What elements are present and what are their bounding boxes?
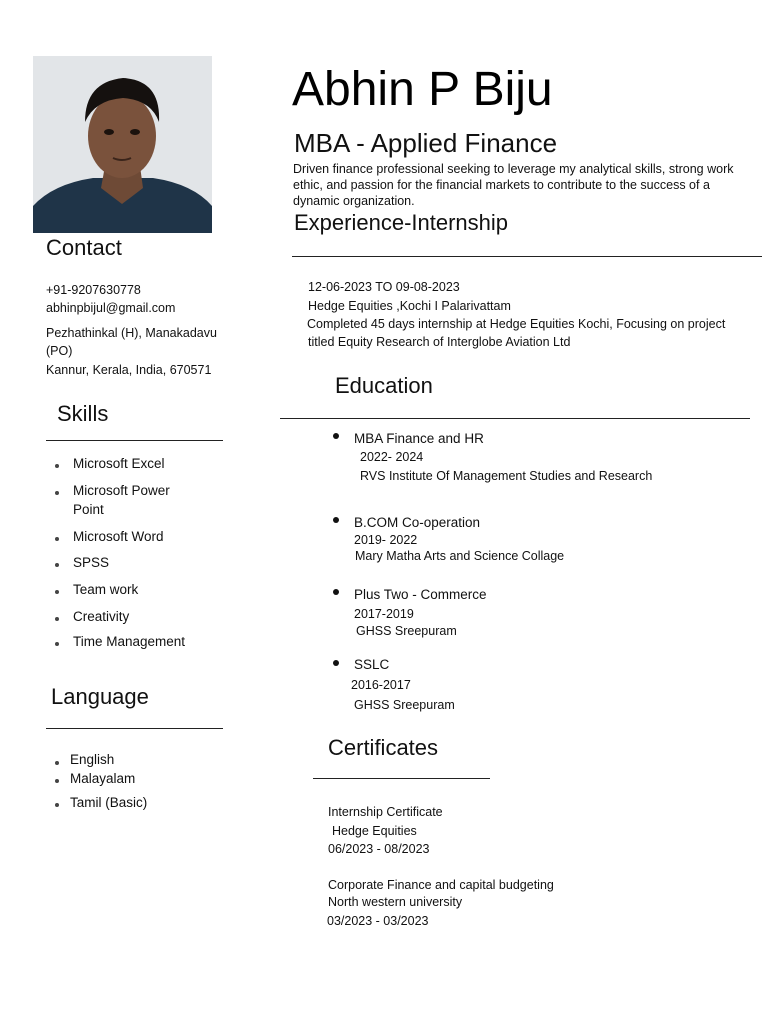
education-title: MBA Finance and HR <box>354 431 484 446</box>
education-years: 2017-2019 <box>354 607 414 621</box>
section-divider <box>280 418 750 419</box>
experience-company: Hedge Equities ,Kochi I Palarivattam <box>308 299 511 313</box>
certificate-issuer: Hedge Equities <box>332 824 417 838</box>
degree-title: MBA - Applied Finance <box>294 128 558 158</box>
certificate-dates: 06/2023 - 08/2023 <box>328 842 430 856</box>
section-divider <box>313 778 490 779</box>
contact-heading: Contact <box>46 235 122 260</box>
certificates-heading: Certificates <box>328 735 439 760</box>
skills-heading: Skills <box>57 401 109 426</box>
bullet-icon <box>333 517 339 523</box>
skill-item: Microsoft Excel <box>73 456 165 471</box>
skill-item: Team work <box>73 582 139 597</box>
email-link[interactable]: abhinpbijul@gmail.com <box>46 301 176 315</box>
language-item: Malayalam <box>70 771 136 786</box>
bullet-icon <box>55 537 59 541</box>
education-title: Plus Two - Commerce <box>354 587 487 602</box>
education-years: 2016-2017 <box>351 678 411 692</box>
bullet-icon <box>55 563 59 567</box>
education-heading: Education <box>335 373 433 398</box>
experience-dates: 12-06-2023 TO 09-08-2023 <box>308 280 460 294</box>
certificate-title: Corporate Finance and capital budgeting <box>328 878 554 892</box>
phone-number: +91-9207630778 <box>46 283 141 297</box>
bullet-icon <box>55 761 59 765</box>
education-years: 2022- 2024 <box>360 450 424 464</box>
experience-description: Completed 45 days internship at Hedge Equities Kochi, Focusing on project <box>307 317 726 331</box>
bullet-icon <box>55 617 59 621</box>
bullet-icon <box>55 779 59 783</box>
profile-photo <box>33 56 212 233</box>
bullet-icon <box>55 590 59 594</box>
bullet-icon <box>55 464 59 468</box>
summary-line: dynamic organization. <box>293 194 415 208</box>
person-portrait-icon <box>33 56 212 233</box>
language-heading: Language <box>51 684 149 709</box>
skill-item: Microsoft Power <box>73 483 170 498</box>
bullet-icon <box>333 660 339 666</box>
education-school: GHSS Sreepuram <box>356 624 457 638</box>
address-line: (PO) <box>46 344 73 358</box>
education-school: Mary Matha Arts and Science Collage <box>355 549 565 563</box>
candidate-name: Abhin P Biju <box>292 63 553 116</box>
skill-item: Point <box>73 502 104 517</box>
education-years: 2019- 2022 <box>354 533 418 547</box>
education-title: SSLC <box>354 657 390 672</box>
language-item: English <box>70 752 115 767</box>
language-item: Tamil (Basic) <box>70 795 148 810</box>
bullet-icon <box>55 803 59 807</box>
skill-item: Microsoft Word <box>73 529 164 544</box>
section-divider <box>292 256 762 257</box>
experience-description: titled Equity Research of Interglobe Aviation Ltd <box>308 335 571 349</box>
education-title: B.COM Co-operation <box>354 515 481 530</box>
certificate-dates: 03/2023 - 03/2023 <box>327 914 429 928</box>
education-school: RVS Institute Of Management Studies and Research <box>360 469 653 483</box>
bullet-icon <box>55 642 59 646</box>
bullet-icon <box>333 589 339 595</box>
skill-item: Creativity <box>73 609 130 624</box>
experience-heading: Experience-Internship <box>294 210 509 235</box>
section-divider <box>46 728 223 729</box>
certificate-title: Internship Certificate <box>328 805 443 819</box>
skill-item: SPSS <box>73 555 110 570</box>
summary-line: ethic, and passion for the financial markets to contribute to the success of a <box>293 178 710 192</box>
section-divider <box>46 440 223 441</box>
certificate-issuer: North western university <box>328 895 463 909</box>
education-school: GHSS Sreepuram <box>354 698 455 712</box>
skill-item: Time Management <box>73 634 186 649</box>
address-line: Kannur, Kerala, India, 670571 <box>46 363 212 377</box>
address-line: Pezhathinkal (H), Manakadavu <box>46 326 217 340</box>
summary-line: Driven finance professional seeking to leverage my analytical skills, strong work <box>293 162 734 176</box>
bullet-icon <box>55 491 59 495</box>
bullet-icon <box>333 433 339 439</box>
